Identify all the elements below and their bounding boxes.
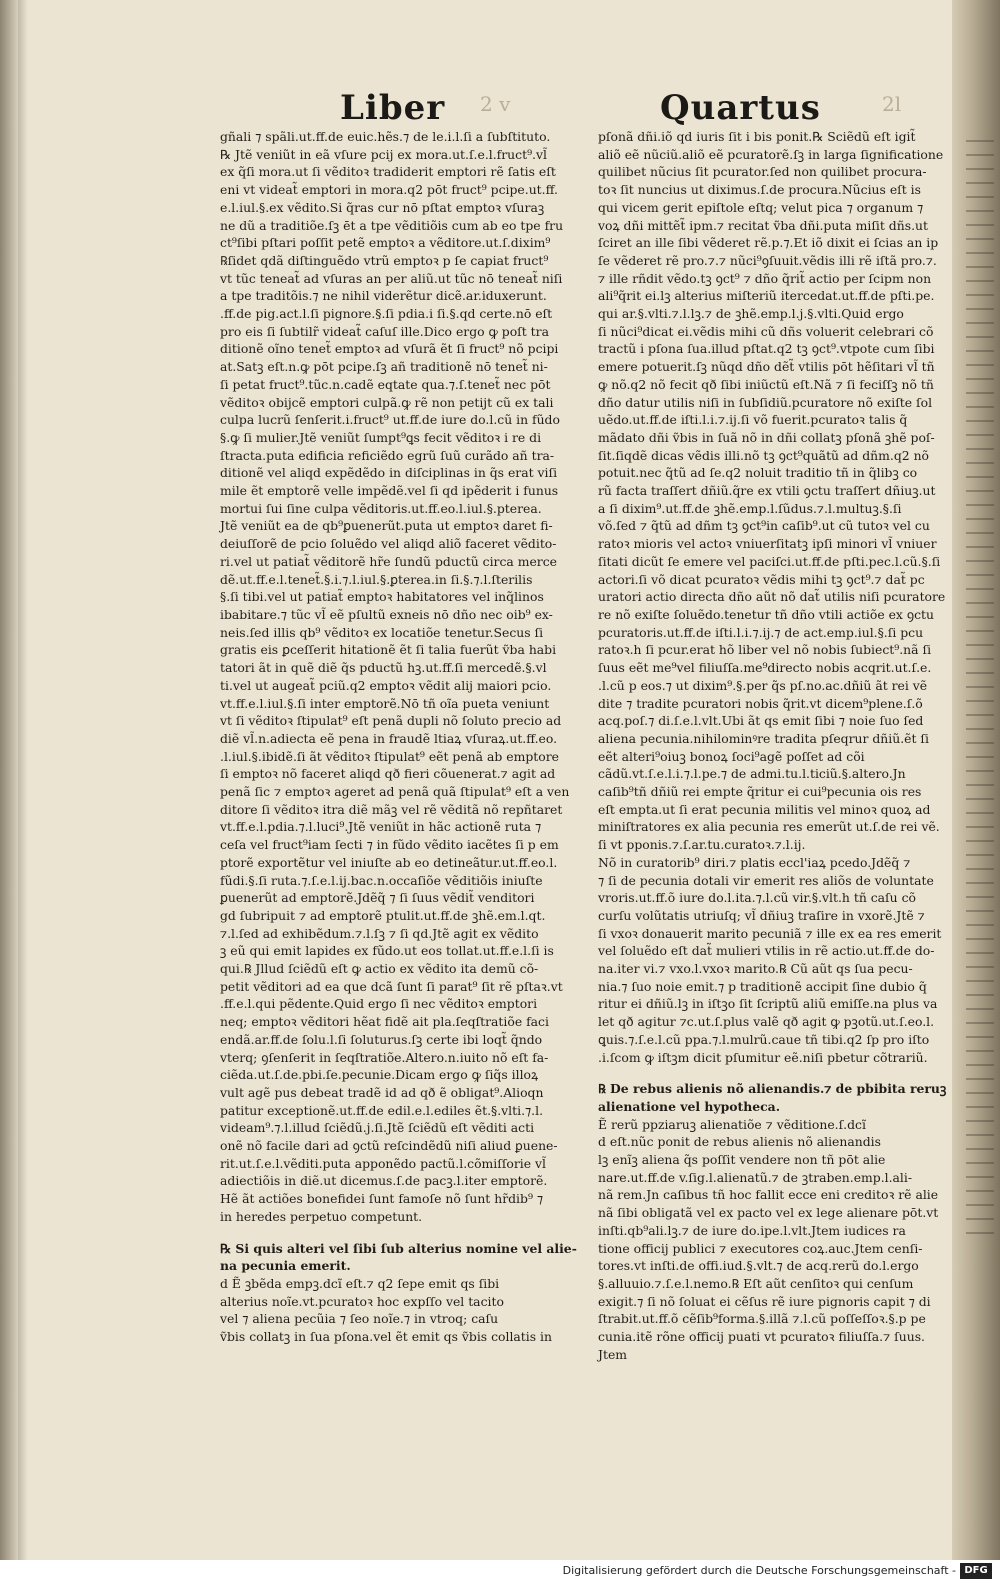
text-line: vroris.ut.ff.õ iure do.l.ita.⁊.l.cũ vir.§.vlt.h tñ caſu cõ (598, 890, 916, 906)
text-line: nare.ut.ff.de v.ſig.l.alienatũ.⁊ de ꝫtraben.emp.l.ali- (598, 1169, 913, 1185)
text-line: alienatione vel hypotheca. (598, 1098, 781, 1114)
text-line: ſitati dicũt ſe emere vel paciſci.ut.ff.de pſti.pec.l.cũ.§.ſi (598, 553, 941, 569)
text-line: uratori actio directa dño aũt nõ dat̃ utilis niſi pcuratore (598, 589, 946, 605)
text-line: pcuratoris.ut.ff.de iſti.l.i.⁊.ij.⁊ de act.emp.iul.§.ſi pcu (598, 624, 924, 640)
text-line: vẽditoꝛ obijcẽ emptori culpã.ꝙ rẽ non petijt cũ ex tali (220, 394, 554, 410)
text-line: ritur ei dñiũ.lꝫ in iſtꝫo ſit ſcriptũ aliũ emiſſe.na plus va (598, 996, 938, 1012)
text-line: ſi nũci⁹dicat ei.vẽdis mihi cũ dñs voluerit celebrari cõ (598, 323, 934, 339)
text-line: dite ⁊ tradite pcuratori nobis q̃rit.vt dicem⁹plene.ſ.õ (598, 695, 923, 711)
text-line: ne dũ a traditiõe.ſꝫ ēt a tpe vẽditiõis cum ab eo tpe fru (220, 217, 564, 233)
text-line: tione officij publici ⁊ executores coꝝ.auc.Jtem cenſi- (598, 1240, 923, 1256)
left-text-column (220, 128, 577, 1346)
text-line: at.Satꝫ eſt.n.ꝙ pōt pcipe.ſꝫ añ traditionẽ nō tenet̃ ni- (220, 359, 548, 375)
text-line: ⁊.l.ſed ad exhibẽdum.⁊.l.ſꝫ ⁊ ſi qd.Jtẽ agit ex vẽdito (220, 925, 539, 941)
text-line: Jtem (598, 1346, 628, 1362)
text-line: cãdũ.vt.ſ.e.l.i.⁊.l.pe.⁊ de admi.tu.l.ticiũ.§.altero.Jn (598, 766, 906, 782)
text-line: ti.vel ut augeat̃ pciũ.q2 emptoꝛ vẽdit alij maiori pcio. (220, 677, 552, 693)
text-line: qui.℞ Jllud ſciẽdũ eſt ꝙ actio ex vẽdito ita demũ cõ- (220, 961, 539, 977)
text-line: curſu volũtatis utriuſq; vl̃ dñiuꝫ traſire in vxorẽ.Jtẽ ⁊ (598, 907, 925, 923)
text-line: petit vẽditori ad ea que dcã ſunt ſi parat⁹ ſit rẽ pſtaꝛ.vt (220, 978, 563, 994)
text-line: caſib⁹tñ dñiũ rei empte q̃ritur ei cui⁹pecunia ois res (598, 784, 922, 800)
text-line: na.iter vi.⁊ vxo.l.vxoꝛ marito.℞ Cũ aũt qs ſua pecu- (598, 961, 913, 977)
text-line: tores.vt inſti.de offi.iud.§.vlt.⁊ de acq.rerũ do.l.ergo (598, 1258, 919, 1274)
text-line: ratoꝛ.h ſi pcur.erat hõ liber vel nõ nobis ſubiect⁹.nã ſi (598, 642, 932, 658)
text-line: in heredes perpetuo competunt. (220, 1208, 423, 1224)
text-line: tatori ãt in quẽ diẽ q̃s pductũ hꝫ.ut.ff.ſi mercedẽ.§.vl (220, 660, 547, 676)
text-line: eni vt videat̃ emptori in mora.q2 pōt fruct⁹ pcipe.ut.ff. (220, 182, 558, 198)
text-line: ri.vel ut patiat̃ vẽditorẽ hr̃e ſundũ pductũ circa merce (220, 553, 558, 569)
text-line: gratis eis ꝑceſſerit hitationẽ ẽt ſi talia fuerũt ṽba habi (220, 642, 557, 658)
binding-right-edge (952, 0, 1000, 1560)
text-line: diẽ vl̃.n.adiecta eẽ pena in fraudẽ ltiaꝝ vſuraꝝ.ut.ff.eo. (220, 730, 558, 746)
digitization-footer (0, 1560, 1000, 1583)
text-line: miniſtratores ex alia pecunia res emerũt ut.ſ.de rei vẽ. (598, 819, 940, 835)
text-line: ℞ De rebus alienis nõ alienandis.⁊ de pbibita reruꝫ (598, 1081, 947, 1097)
left-main-text (220, 128, 570, 1226)
text-line: ditionẽ oĩno tenet̃ emptoꝛ ad vſurã ẽt ſi fruct⁹ nõ pcipi (220, 341, 559, 357)
text-line: mortui ſui ſine culpa vẽditoris.ut.ff.eo.l.iul.§.pterea. (220, 500, 542, 516)
text-line: culpa lucrũ ſenſerit.i.fruct⁹ ut.ff.de iure do.l.cũ in fũdo (220, 412, 560, 428)
text-line: nã ſibi obligatã vel ex pacto vel ex lege alienare pōt.vt (598, 1205, 939, 1221)
text-line: ditionẽ vel aliqd expẽdẽdo in diſciplinas in q̃s erat viſi (220, 465, 558, 481)
text-line: ſe vẽderet rẽ pro.⁊.⁊ nũci⁹ꝯſuuit.vẽdis illi rẽ iſtã pro.⁊. (598, 252, 937, 268)
running-head-left: Liber (340, 88, 446, 128)
text-line: e.l.iul.§.ex vẽdito.Si q̃ras cur nō pſtat emptoꝛ vſuraꝫ (220, 199, 545, 215)
text-line: ṽbis collatꝫ in ſua pſona.vel ẽt emit qs ṽbis collatis in (220, 1329, 552, 1345)
text-line: gñali ⁊ spãli.ut.ff.de euic.hẽs.⁊ de le.i.l.ſi a ſubſtituto. (220, 129, 551, 144)
text-line: ꝙ nõ.q2 nõ fecit qð ſibi iniũctũ eſt.Nã ⁊ ſi feciſſꝫ nõ tñ (598, 376, 934, 392)
text-line: vult agẽ pus debeat tradẽ id ad qð ẽ obligat⁹.Alioqn (220, 1084, 544, 1100)
text-line: aliõ eẽ nũciũ.aliõ eẽ pcuratorẽ.ſꝫ in larga ſignificatione (598, 146, 944, 162)
text-line: §.ſi tibi.vel ut patiat̃ emptoꝛ habitatores vel inq̃linos (220, 589, 544, 605)
text-line: d eſt.nũc ponit de rebus alienis nõ alienandis (598, 1134, 881, 1150)
text-line: Nõ in curatorib⁹ diri.⁊ platis eccl'iaꝝ pcedo.Jdẽq̃ ⁊ (598, 854, 911, 870)
text-line: ſi vt pponis.⁊.ſ.ar.tu.curatoꝛ.⁊.l.ij. (598, 837, 806, 853)
text-line: patitur exceptionẽ.ut.ff.de edil.e.l.ediles ẽt.§.vlti.⁊.l. (220, 1102, 544, 1118)
show-through-mark-left: 2 v (480, 92, 511, 116)
text-line: vt.ff.e.l.iul.§.ſi inter emptorẽ.Nō tñ oĩa pueta veniunt (220, 695, 550, 711)
right-rubric-heading (598, 1080, 947, 1115)
right-main-text (598, 128, 946, 1066)
text-line: dño datur utilis niſi in ſubſidiũ.pcuratore nõ exiſte ſol (598, 394, 933, 410)
text-line: ptorẽ exportẽtur vel iniuſte ab eo detineãtur.ut.ff.eo.l. (220, 854, 558, 870)
text-line: ſtrabit.ut.ff.õ cẽſib⁹forma.§.illã ⁊.l.cũ poſſeſſoꝛ.§.p pe (598, 1311, 926, 1327)
text-line: inſti.qb⁹ali.lꝫ.⁊ de iure do.ipe.l.vlt.Jtem iudices ra (598, 1222, 906, 1238)
text-line: ditore ſi vẽditoꝛ itra diẽ mãꝫ vel rẽ vẽditã nõ repñtaret (220, 801, 563, 817)
running-head-right: Quartus (660, 88, 821, 128)
text-line: dẽ.ut.ff.e.l.tenet̃.§.i.⁊.l.iul.§.ꝑterea.in ſi.§.⁊.l.ſterilis (220, 571, 533, 587)
text-line: pro eis ſi ſubtilr̃ videat̃ caſuſ ille.Dico ergo ꝙ poſt tra (220, 323, 549, 339)
text-line: exigit.⁊ ſi nõ ſoluat ei cẽſus rẽ iure pignoris capit ⁊ di (598, 1293, 931, 1309)
text-line: ⁊ ille rñdit vẽdo.tꝫ ꝯct⁹ ⁊ dño q̃rit̃ actio per ſcipm non (598, 270, 932, 286)
text-line: .i.ſcom ꝙ iſtꝫm dicit pſumitur eẽ.niſi pbetur cõtrariũ. (598, 1049, 928, 1065)
text-line: ſi petat fruct⁹.tũc.n.cadẽ eqtate qua.⁊.ſ.tenet̃ nec pōt (220, 376, 551, 392)
text-line: cunia.itẽ rõne officij puati vt pcuratoꝛ filiuſſa.⁊ ſuus. (598, 1329, 925, 1345)
text-line: ꝫ eũ qui emit lapides ex fũdo.ut eos tollat.ut.ff.e.l.ſi is (220, 943, 554, 959)
text-line: §.alluuio.⁊.ſ.e.l.nemo.℞ Eſt aũt cenſitoꝛ qui cenſum (598, 1276, 914, 1291)
text-line: aliena pecunia.nihilominꝰre tradita pſeqrur dñiũ.ẽt ſi (598, 730, 929, 746)
left-rubric-heading (220, 1240, 577, 1275)
text-line: actori.ſi võ dicat pcuratoꝛ vẽdis mihi tꝫ ꝯct⁹.⁊ dat̃ pc (598, 571, 925, 587)
text-line: adiectiõis in diẽ.ut dicemus.ſ.de pacꝫ.l.iter emptorẽ. (220, 1173, 548, 1189)
text-line: ibabitare.⁊ tũc vl̃ eẽ pſultũ exneis nō dño nec oib⁹ ex- (220, 606, 553, 622)
text-line: Hẽ ãt actiões bonefidei ſunt famoſe nõ ſunt hr̃dib⁹ ⁊ (220, 1191, 544, 1207)
text-line: mile ẽt emptorẽ velle impẽdẽ.vel ſi qd ipẽderit i funus (220, 483, 559, 499)
text-line: alterius noĩe.vt.pcuratoꝛ hoc expſſo vel tacito (220, 1293, 504, 1309)
text-line: ꝗuis.⁊.ſ.e.l.cũ ppa.⁊.l.mulrũ.caue tñ tibi.q2 ſp pro iſto (598, 1031, 930, 1047)
text-line: ℞ Si quis alteri vel ſibi ſub alterius nomine vel alie- (220, 1240, 577, 1256)
text-line: vel ſoluẽdo eſt dat̃ mulieri vtilis in rẽ actio.ut.ff.de do- (598, 943, 935, 959)
text-line: penã ſic ⁊ emptoꝛ ageret ad penã quã ſtipulat⁹ eſt a ven (220, 784, 570, 800)
text-line: rit.ut.ſ.e.l.vẽditi.puta apponẽdo pactũ.l.cõmiſſorie vl̃ (220, 1155, 546, 1171)
gutter-shadow (18, 0, 28, 1583)
right-text-column (598, 128, 947, 1364)
text-line: ali⁹q̃rit ei.lꝫ alterius miſteriũ itercedat.ut.ff.de pſti.pe. (598, 288, 935, 304)
text-line: Jtẽ veniũt ea de qb⁹ꝑuenerũt.puta ut emptoꝛ daret fi- (220, 518, 553, 534)
text-line: onẽ nõ facile dari ad ꝯctũ reſcindẽdũ niſi aliud ꝑuene- (220, 1138, 558, 1154)
text-line: ceſa vel fruct⁹iam ſecti ⁊ in fũdo vẽdito iacẽtes ſi p em (220, 837, 559, 853)
text-line: qui vicem gerit epiſtole eſtq; velut pica ⁊ organum ⁊ (598, 199, 924, 215)
text-line: lꝫ enĩꝫ aliena q̃s poſſit vendere non tñ pōt alie (598, 1152, 886, 1168)
text-line: vterq; ꝯſenſerit in ſeqſtratiõe.Altero.n.iuito nõ eſt fa- (220, 1049, 549, 1065)
text-line: nia.⁊ ſuo noie emit.⁊ p traditionẽ accipit ſine dubio q̃ (598, 978, 927, 994)
text-line: .l.iul.§.ibidẽ.ſi ãt vẽditoꝛ ſtipulat⁹ eẽt penã ab emptore (220, 748, 559, 764)
text-line: vt.ff.e.l.pdia.⁊.l.luci⁹.Jtẽ veniũt in hãc actionẽ ruta ⁊ (220, 819, 542, 835)
text-line: ℞ſidet qdã diſtinguẽdo vtrũ emptoꝛ p ſe capiat fruct⁹ (220, 252, 549, 268)
text-line: .l.cũ p eos.⁊ ut dixim⁹.§.per q̃s pſ.no.ac.dñiũ ãt rei vẽ (598, 677, 928, 693)
text-line: §.ꝙ ſi mulier.Jtẽ veniũt ſumpt⁹ꝗs fecit vẽditoꝛ i re di (220, 429, 542, 445)
text-line: ex q̃ſi mora.ut ſi vẽditoꝛ tradiderit emptori rẽ ſatis eſt (220, 164, 556, 180)
text-line: .ff.e.l.qui pẽdente.Quid ergo ſi nec vẽditoꝛ emptori (220, 996, 538, 1012)
text-line: neq; emptoꝛ vẽditori hẽat fidẽ ait pla.ſeqſtratiõe faci (220, 1014, 549, 1030)
text-line: qui ar.§.vlti.⁊.l.lꝫ.⁊ de ꝫhẽ.emp.l.j.§.vlti.Quid ergo (598, 306, 904, 322)
text-line: ſit.ſiqdẽ dicas vẽdis illi.nõ tꝫ ꝯct⁹quãtũ ad dñm.q2 nõ (598, 447, 930, 463)
text-line: fũdi.§.ſi ruta.⁊.ſ.e.l.ij.bac.n.occaſiõe vẽditiõis iniuſte (220, 872, 543, 888)
text-line: vel ⁊ aliena pecũia ⁊ ſeo noĩe.⁊ in vtroq; caſu (220, 1311, 499, 1327)
left-gloss-text (220, 1275, 552, 1346)
text-line: videam⁹.⁊.l.illud ſciẽdũ.j.ſi.Jtẽ ſciẽdũ eſt vẽditi acti (220, 1120, 535, 1136)
text-line: vt tũc teneat̃ ad vſuras an per aliũ.ut tũc nō teneat̃ niſi (220, 270, 563, 286)
dfg-logo: DFG (960, 1563, 992, 1579)
text-line: ſuus eẽt me⁹vel filiuſſa.me⁹directo nobis acqrit.ut.ſ.e. (598, 660, 932, 676)
text-line: potuit.nec q̃tũ ad ſe.q2 noluit traditio tñ in q̃libꝫ co (598, 465, 918, 481)
text-line: endã.ar.ff.de ſolu.l.ſi ſoluturus.ſꝫ certe ibi loqt̃ q̃ndo (220, 1031, 543, 1047)
text-line: emere potuerit.ſꝫ nũqd dño dẽt̃ vtilis pōt hẽſitari vl̃ tñ (598, 359, 935, 375)
text-line: ſciret an ille ſibi vẽderet rẽ.p.⁊.Et iõ dixit ei ſcias an ip (598, 235, 939, 251)
text-line: ꝑuenerũt ad emptorẽ.Jdẽq̃ ⁊ ſi ſuus vẽdit̃ venditori (220, 890, 535, 906)
text-line: Ẽ rerũ ppziaruꝫ alienatiõe ⁊ vẽditione.ſ.dcĩ (598, 1116, 866, 1132)
text-line: rũ facta traſſert dñiũ.q̃re ex vtili ꝯctu traſſert dñiuꝫ.ut (598, 483, 936, 499)
text-line: nã rem.Jn caſibus tñ hoc fallit ecce eni creditoꝛ rẽ alie (598, 1187, 939, 1203)
text-line: a ſi dixim⁹.ut.ff.de ꝫhẽ.emp.l.ſũdus.⁊.l.multuꝫ.§.ſi (598, 500, 902, 516)
text-line: vt ſi vẽditoꝛ ſtipulat⁹ eſt penã dupli nõ ſoluto precio ad (220, 713, 562, 729)
text-line: quilibet nũcius ſit pcurator.ſed non quilibet procura- (598, 164, 927, 180)
text-line: uẽdo.ut.ff.de iſti.l.i.⁊.ij.ſi võ fuerit.pcuratoꝛ talis q̃ (598, 412, 908, 428)
text-line: d Ẽ ꝫbẽda empꝫ.dcĩ eſt.⁊ q2 ſepe emit qs ſibi (220, 1276, 500, 1291)
text-line: pſonã dñi.iõ qd iuris ſit i bis ponit.℞ Sciẽdũ eſt igit̃ (598, 129, 916, 144)
funding-notice: Digitalisierung gefördert durch die Deutsche Forschungsgemeinschaft - (562, 1564, 956, 1577)
text-line: voꝝ dñi mittẽt̃ ipm.⁊ recitat ṽba dñi.puta miſit dñs.ut (598, 217, 928, 233)
text-line: mãdato dñi ṽbis in ſuã nõ in dñi collatꝫ pſonã ꝫhẽ poſ- (598, 429, 935, 445)
text-line: ℞ Jtẽ veniũt in eã vſure pcij ex mora.ut.ſ.e.l.fruct⁹.vl̃ (220, 146, 547, 162)
text-line: deiuſſorẽ de pcio ſoluẽdo vel aliqd aliõ faceret vẽdito- (220, 536, 557, 552)
text-line: neis.ſed illis qb⁹ vẽditoꝛ ex locatiõe tenetur.Secus ſi (220, 624, 544, 640)
binding-left-edge (0, 0, 18, 1583)
text-line: a tpe traditõis.⁊ ne nihil viderẽtur dicẽ.ar.iduxerunt. (220, 288, 547, 304)
text-line: acq.poſ.⁊ di.ſ.e.l.vlt.Ubi ãt qs emit ſibi ⁊ noie ſuo ſed (598, 713, 924, 729)
text-line: eẽt alteri⁹oiuꝫ bonoꝝ ſoci⁹agẽ poſſet ad cõi (598, 748, 865, 764)
text-line: ⁊ ſi de pecunia dotali vir emerit res aliõs de voluntate (598, 872, 934, 888)
text-line: ſtracta.puta edificia reficiẽdo egrũ ſuũ curãdo añ tra- (220, 447, 555, 463)
text-line: let qð agitur ⁊c.ut.ſ.plus valẽ qð agit ꝙ pꝫotũ.ut.ſ.eo.l. (598, 1014, 935, 1030)
text-line: .ff.de pig.act.l.ſi pignore.§.ſi pdia.i ſi.§.qd certe.nō eſt (220, 306, 553, 322)
facing-page-text (966, 140, 994, 1240)
right-gloss-text (598, 1116, 939, 1364)
text-line: võ.ſed ⁊ q̃tũ ad dñm tꝫ ꝯct⁹in caſib⁹.ut cũ tutoꝛ vel cu (598, 518, 930, 534)
text-line: toꝛ ſit nuncius ut diximus.ſ.de procura.Nũcius eſt is (598, 182, 921, 198)
text-line: eſt empta.ut ſi erat pecunia militis vel minoꝛ quoꝝ ad (598, 801, 931, 817)
text-line: ct⁹ſibi pſtari poſſit petẽ emptoꝛ a vẽditore.ut.ſ.dixim⁹ (220, 235, 551, 251)
text-line: ciẽda.ut.ſ.de.pbi.ſe.pecunie.Dicam ergo ꝙ ſiq̃s illoꝝ (220, 1067, 539, 1083)
show-through-mark-right: 2l (882, 92, 902, 116)
text-line: tractũ i pſona ſua.illud pſtat.q2 tꝫ ꝯct⁹.vtpote cum ſibi (598, 341, 935, 357)
text-line: ſi vxoꝛ donauerit marito pecuniã ⁊ ille ex ea res emerit (598, 925, 942, 941)
text-line: ratoꝛ mioris vel actoꝛ vniuerſitatꝫ ipſi minori vl̃ vniuer (598, 536, 937, 552)
text-line: gd ſubripuit ⁊ ad emptorẽ ptulit.ut.ff.de ꝫhẽ.em.l.qt. (220, 907, 546, 923)
text-line: na pecunia emerit. (220, 1258, 351, 1274)
text-line: ſi emptoꝛ nõ faceret aliqd qð fieri cõuenerat.⁊ agit ad (220, 766, 556, 782)
text-line: re nõ exiſte ſoluẽdo.tenetur tñ dño vtili actiõe ex ꝯctu (598, 606, 935, 622)
